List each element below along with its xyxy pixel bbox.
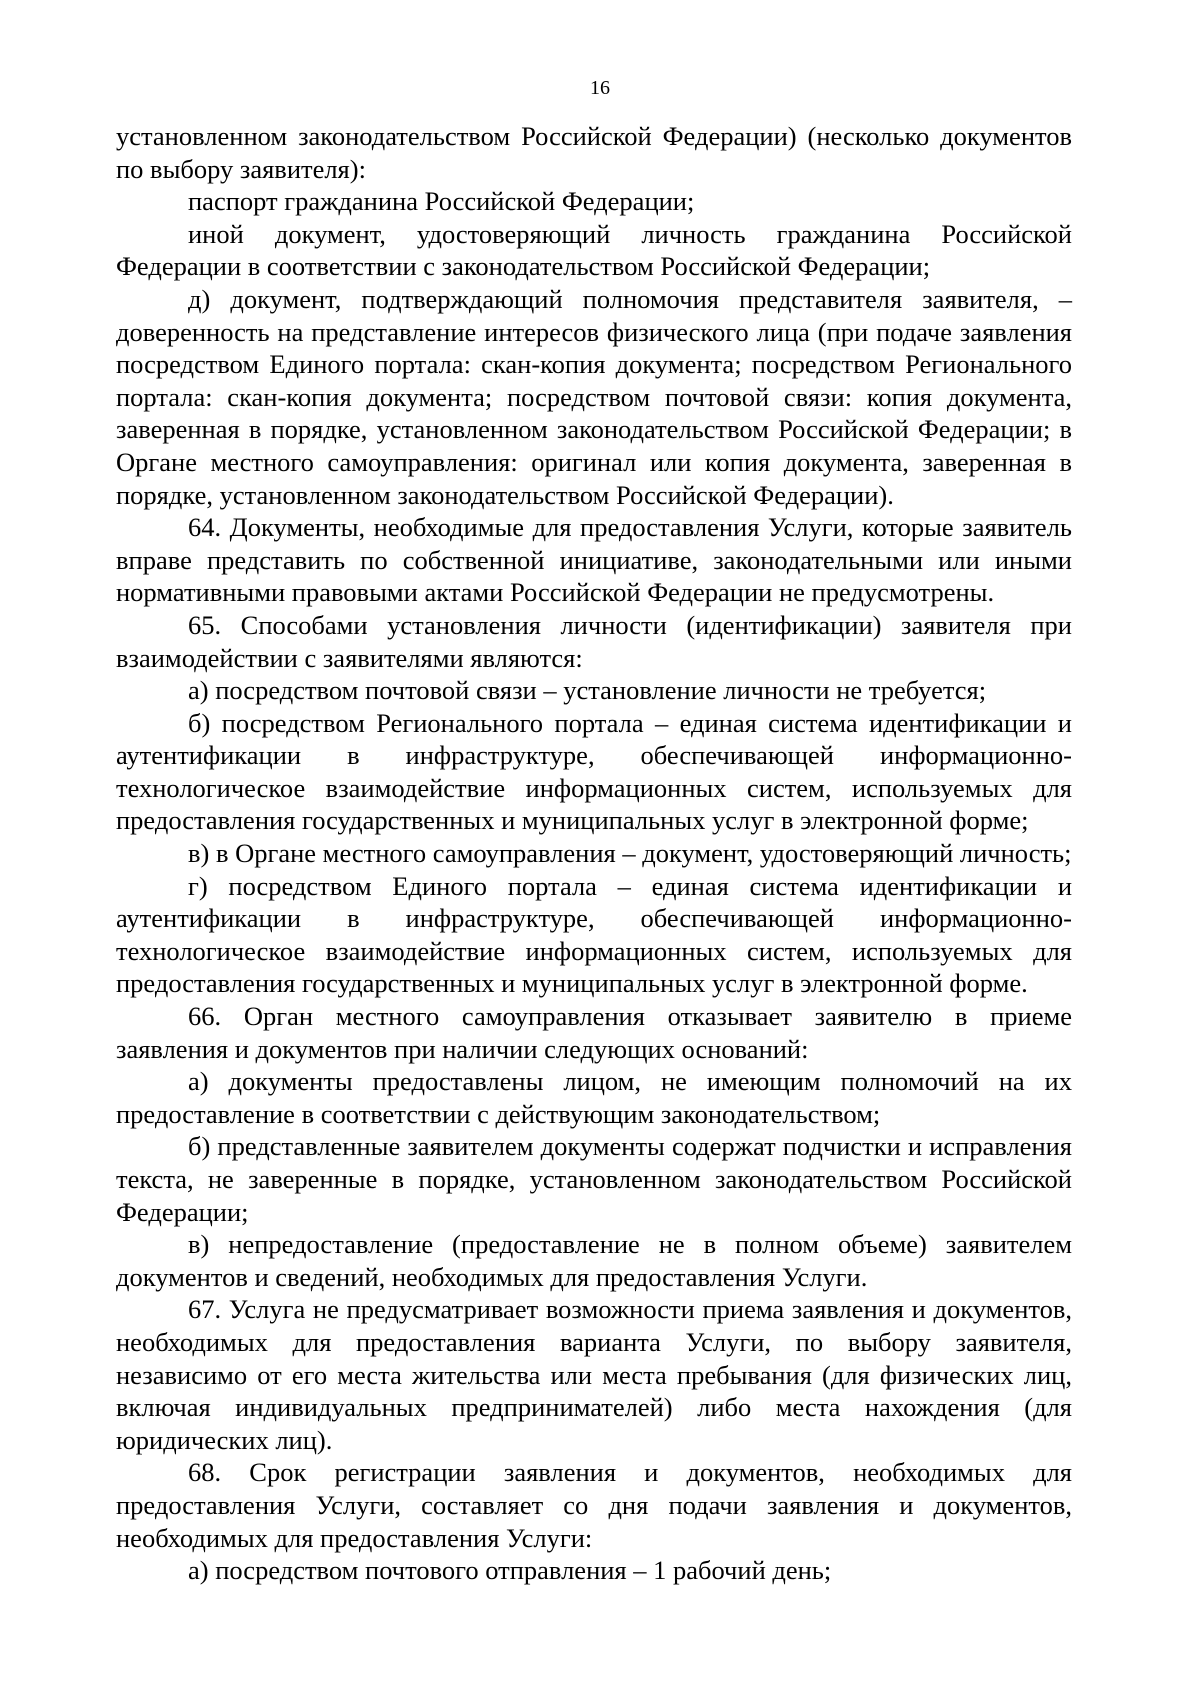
paragraph-66-v: в) непредоставление (предоставление не в полном объеме) заявителем документов и сведений, необходимых для предоставления Услуги. [116, 1229, 1072, 1292]
paragraph-68-a: а) посредством почтового отправления – 1 рабочий день; [188, 1555, 832, 1586]
document-body [116, 120, 1072, 1587]
paragraph-other-identity-document: иной документ, удостоверяющий личность гражданина Российской Федерации в соответствии с законодательством Российской Федерации; [116, 218, 1072, 282]
paragraph-65-v: в) в Органе местного самоуправления – документ, удостоверяющий личность; [188, 838, 1072, 869]
paragraph-65-g: г) посредством Единого портала – единая система идентификации и аутентификации в инфраструктуре, обеспечивающей информационно-технологическое взаимодействие информационных систем, используемых для предоставления государственных и муниципальных услуг в электронной форме. [116, 870, 1072, 999]
paragraph-67: 67. Услуга не предусматривает возможности приема заявления и документов, необходимых для предоставления варианта Услуги, по выбору заявителя, независимо от его места жительства или места пребывания (для физических лиц, включая индивидуальных предпринимателей) либо места нахождения (для юридических лиц). [116, 1294, 1072, 1455]
paragraph-68: 68. Срок регистрации заявления и документов, необходимых для предоставления Услуги, составляет со дня подачи заявления и документов, необходимых для предоставления Услуги: [116, 1457, 1072, 1553]
paragraph-64: 64. Документы, необходимые для предоставления Услуги, которые заявитель вправе представить по собственной инициативе, законодательными или иными нормативными правовыми актами Российской Федерации не предусмотрены. [116, 512, 1072, 608]
paragraph-65-b: б) посредством Регионального портала – единая система идентификации и аутентификации в инфраструктуре, обеспечивающей информационно-технологическое взаимодействие информационных систем, используемых для предоставления государственных и муниципальных услуг в электронной форме; [116, 707, 1072, 836]
paragraph-66-a: а) документы предоставлены лицом, не имеющим полномочий на их предоставление в соответствии с действующим законодательством; [116, 1066, 1072, 1129]
page-number: 16 [590, 77, 610, 99]
paragraph-continuation: установленном законодательством Российской Федерации) (несколько документов по выбору заявителя): [116, 121, 1072, 184]
paragraph-passport: паспорт гражданина Российской Федерации; [188, 186, 695, 217]
paragraph-65: 65. Способами установления личности (идентификации) заявителя при взаимодействии с заявителями являются: [116, 609, 1072, 673]
paragraph-representative-authority: д) документ, подтверждающий полномочия представителя заявителя, – доверенность на представление интересов физического лица (при подаче заявления посредством Единого портала: скан-копия документа; посредством Регионального портала: скан-копия документа; посредством почтовой связи: копия документа, заверенная в порядке, установленном законодательством Российской Федерации; в Органе местного самоуправления: оригинал или копия документа, заверенная в порядке, установленном законодательством Российской Федерации). [116, 283, 1072, 510]
paragraph-65-a: а) посредством почтовой связи – установление личности не требуется; [188, 675, 987, 706]
paragraph-66-b: б) представленные заявителем документы содержат подчистки и исправления текста, не заверенные в порядке, установленном законодательством Российской Федерации; [116, 1131, 1072, 1227]
paragraph-66: 66. Орган местного самоуправления отказывает заявителю в приеме заявления и документов при наличии следующих оснований: [116, 1001, 1072, 1064]
